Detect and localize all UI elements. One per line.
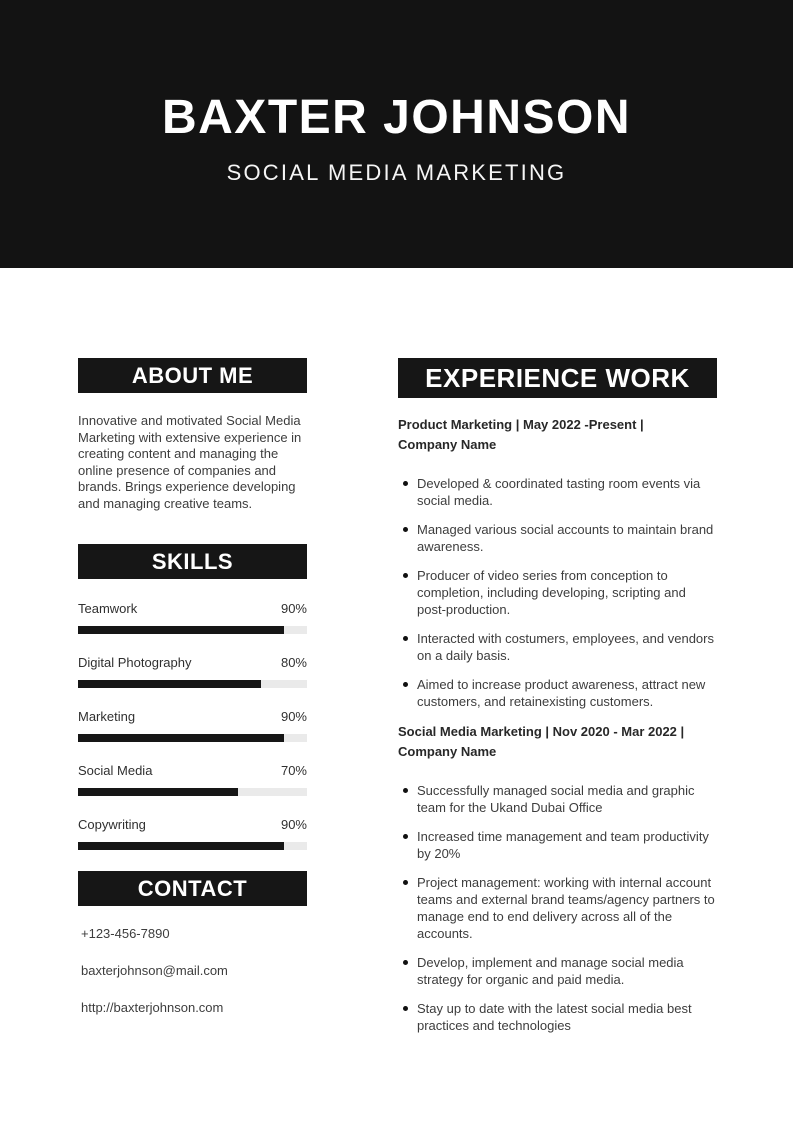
skill-percent: 70%	[280, 763, 307, 778]
bullet-text: Stay up to date with the latest social media best practices and technologies	[417, 1001, 692, 1033]
about-heading: ABOUT ME	[78, 358, 307, 393]
skill-percent: 90%	[280, 601, 307, 616]
job-entry	[398, 415, 717, 710]
skill-label: Social Media	[78, 763, 153, 778]
bullet-item	[398, 676, 717, 710]
person-job-title: SOCIAL MEDIA MARKETING	[226, 160, 567, 185]
skills-heading: SKILLS	[78, 544, 307, 579]
skill-label: Copywriting	[78, 817, 146, 832]
skills-list	[78, 601, 307, 850]
header-banner	[0, 0, 793, 268]
skill-bar-track	[78, 680, 307, 688]
bullet-item	[398, 1000, 717, 1034]
skill-percent: 90%	[280, 709, 307, 724]
bullet-item	[398, 630, 717, 664]
bullet-icon	[403, 527, 408, 532]
skill-bar-track	[78, 842, 307, 850]
bullet-text: Successfully managed social media and graphic team for the Ukand Dubai Office	[417, 783, 695, 815]
bullet-text: Project management: working with internal account teams and external brand teams/agency partners to manage end to end delivery across all of the accounts.	[417, 875, 715, 941]
contact-section	[78, 871, 307, 1015]
job-bullets	[398, 782, 717, 1034]
bullet-item	[398, 567, 717, 618]
experience-section	[398, 358, 717, 1046]
job-title	[398, 415, 717, 455]
bullet-text: Develop, implement and manage social media strategy for organic and paid media.	[417, 955, 684, 987]
skill-bar-fill	[78, 626, 284, 634]
bullet-text: Managed various social accounts to maintain brand awareness.	[417, 522, 714, 554]
bullet-item	[398, 521, 717, 555]
job-entry	[398, 722, 717, 1034]
job-title-line: Product Marketing | May 2022 -Present |	[398, 417, 644, 432]
skill-label: Teamwork	[78, 601, 138, 616]
left-column	[78, 358, 307, 1046]
job-bullets	[398, 475, 717, 710]
job-title-line: Company Name	[398, 744, 497, 759]
bullet-icon	[403, 1006, 408, 1011]
bullet-icon	[403, 788, 408, 793]
skill-bar-track	[78, 788, 307, 796]
contact-item: baxterjohnson@mail.com	[81, 963, 228, 978]
skill-bar-fill	[78, 734, 284, 742]
bullet-text: Aimed to increase product awareness, attract new customers, and retainexisting customers.	[417, 677, 706, 709]
contact-list	[78, 927, 307, 1015]
bullet-text: Developed & coordinated tasting room events via social media.	[417, 476, 701, 508]
bullet-icon	[403, 636, 408, 641]
jobs-list	[398, 415, 717, 1034]
skill-label: Digital Photography	[78, 655, 192, 670]
bullet-item	[398, 954, 717, 988]
skill-item	[78, 763, 307, 796]
bullet-item	[398, 475, 717, 509]
job-title	[398, 722, 717, 762]
experience-heading: EXPERIENCE WORK	[398, 358, 717, 398]
skill-bar-fill	[78, 842, 284, 850]
bullet-icon	[403, 880, 408, 885]
job-title-line: Company Name	[398, 437, 497, 452]
skill-bar-fill	[78, 680, 261, 688]
skill-item	[78, 709, 307, 742]
bullet-text: Producer of video series from conception to completion, including developing, scripting and post-production.	[417, 568, 686, 617]
skill-item	[78, 655, 307, 688]
bullet-item	[398, 828, 717, 862]
bullet-icon	[403, 573, 408, 578]
bullet-item	[398, 874, 717, 942]
contact-item: http://baxterjohnson.com	[81, 1000, 224, 1015]
bullet-text: Interacted with costumers, employees, and vendors on a daily basis.	[417, 631, 714, 663]
skill-label: Marketing	[78, 709, 136, 724]
bullet-icon	[403, 834, 408, 839]
skill-item	[78, 817, 307, 850]
skill-percent: 80%	[280, 655, 307, 670]
bullet-icon	[403, 481, 408, 486]
skill-bar-track	[78, 626, 307, 634]
contact-item: +123-456-7890	[81, 926, 170, 941]
skill-percent: 90%	[280, 817, 307, 832]
bullet-icon	[403, 682, 408, 687]
resume-body	[0, 268, 793, 1046]
about-section	[78, 358, 307, 512]
skill-item	[78, 601, 307, 634]
person-name: BAXTER JOHNSON	[161, 91, 632, 144]
skill-bar-track	[78, 734, 307, 742]
bullet-text: Increased time management and team productivity by 20%	[417, 829, 709, 861]
about-text: Innovative and motivated Social Media Marketing with extensive experience in creating content and managing the online presence of companies and brands. Brings experience developing and managing creative teams.	[78, 413, 302, 511]
contact-heading: CONTACT	[78, 871, 307, 906]
skills-section	[78, 544, 307, 850]
skill-bar-fill	[78, 788, 238, 796]
bullet-icon	[403, 960, 408, 965]
job-title-line: Social Media Marketing | Nov 2020 - Mar 2022 |	[398, 724, 685, 739]
bullet-item	[398, 782, 717, 816]
